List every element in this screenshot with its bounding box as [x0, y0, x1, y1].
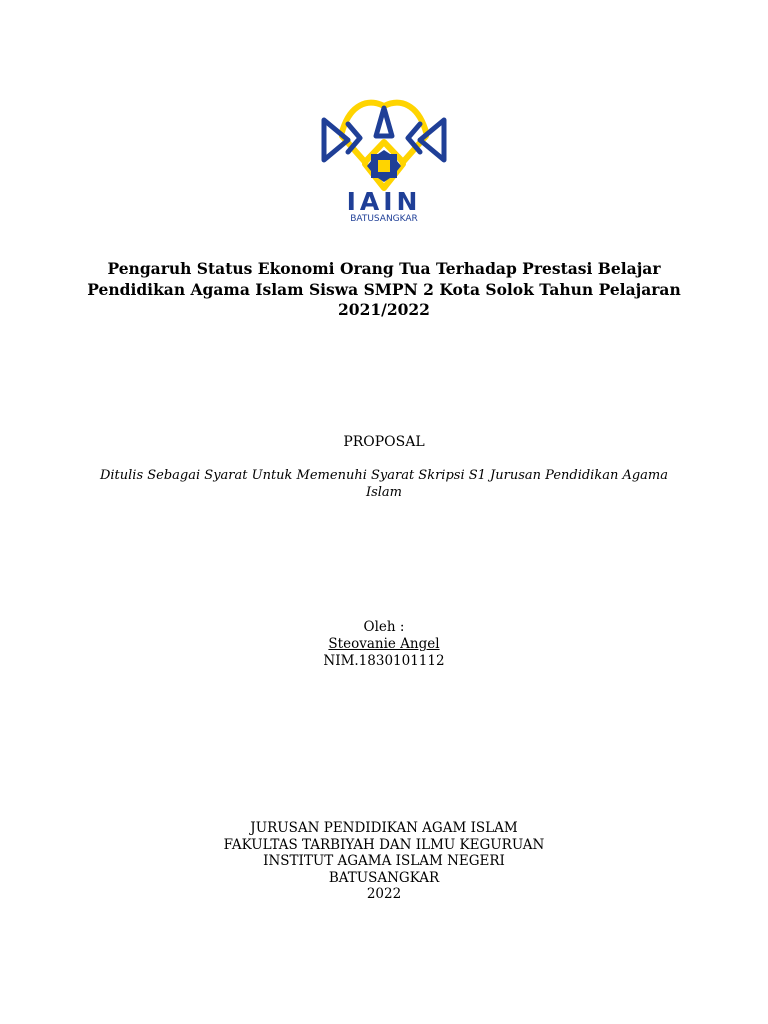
author-block: [0, 619, 768, 670]
by-label: Oleh :: [363, 619, 405, 635]
thesis-title: [60, 259, 708, 321]
author-name: Steovanie Angel: [328, 636, 440, 652]
title-line: Pengaruh Status Ekonomi Orang Tua Terhadap Prestasi Belajar: [107, 259, 661, 278]
institution-line: FAKULTAS TARBIYAH DAN ILMU KEGURUAN: [223, 836, 545, 853]
institution-block: [0, 820, 768, 903]
title-line: Pendidikan Agama Islam Siswa SMPN 2 Kota Solok Tahun Pelajaran: [87, 279, 681, 299]
author-nim: NIM.1830101112: [323, 653, 445, 669]
purpose-line: Ditulis Sebagai Syarat Untuk Memenuhi Syarat Skripsi S1 Jurusan Pendidikan Agama: [99, 468, 669, 483]
iain-emblem: [320, 90, 448, 225]
logo-sub-wordmark: BATUSANGKAR: [350, 214, 418, 224]
institution-line: JURUSAN PENDIDIKAN AGAM ISLAM: [250, 820, 518, 836]
institution-line: BATUSANGKAR: [328, 869, 440, 886]
purpose-statement: [60, 467, 708, 501]
iain-logo: [320, 90, 448, 225]
institution-line: INSTITUT AGAMA ISLAM NEGERI: [263, 853, 505, 869]
title-line: 2021/2022: [338, 300, 430, 319]
logo-wordmark: IAIN: [346, 187, 422, 216]
document-type: PROPOSAL: [343, 434, 425, 450]
purpose-line: Islam: [365, 485, 403, 500]
institution-year: 2022: [366, 886, 402, 902]
